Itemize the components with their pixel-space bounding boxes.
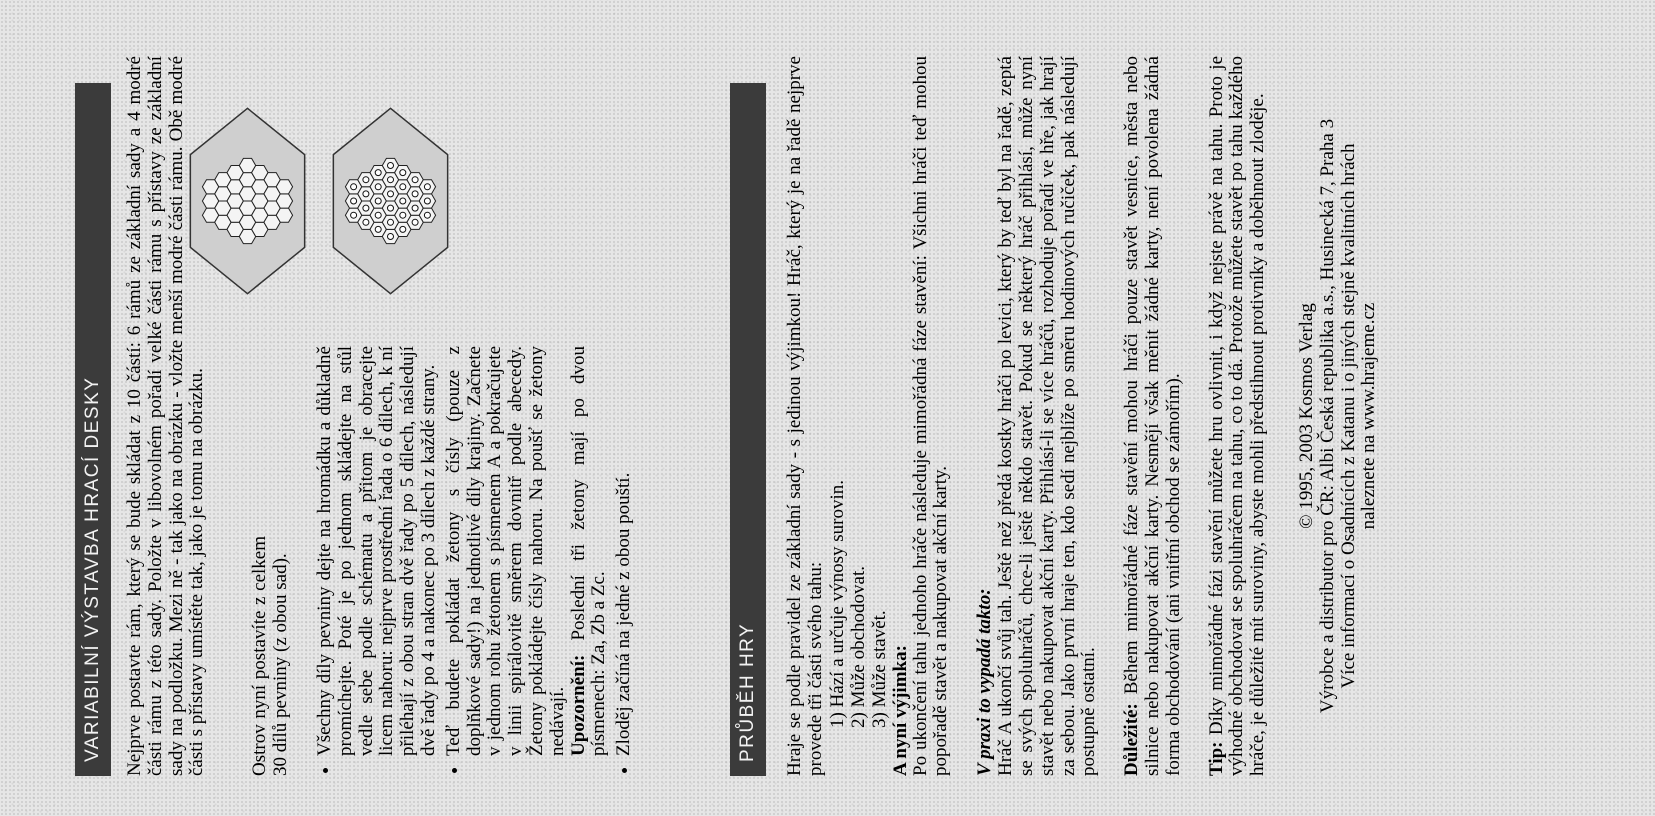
section-game-flow <box>730 56 766 776</box>
number-token <box>400 226 406 232</box>
copyright: © 1995, 2003 Kosmos Verlag <box>1295 303 1317 529</box>
number-token <box>400 198 406 204</box>
more-info-line-1: Více informací o Osadnících z Katanu i o jiných stejně kvalitních hrách <box>1337 143 1359 689</box>
section-variable-setup <box>75 56 111 776</box>
number-token <box>375 226 381 232</box>
bullet-tokens <box>444 346 610 756</box>
exception-title: A nyní výjimka: <box>889 645 911 776</box>
number-token <box>424 198 430 204</box>
number-token <box>388 163 394 169</box>
number-token <box>412 191 418 197</box>
important-text: Během mimořádné fáze stavění mohou hráči pouze stavět vesnice, města nebo silnice nebo nakupovat akční karty. Nesmějí však měnit žádné karty, není povolena žádná forma obchodování (ani vnitřní obchod se zámořím). <box>1121 55 1184 776</box>
number-token <box>351 184 357 190</box>
tip-paragraph <box>1207 56 1269 776</box>
number-token <box>363 177 369 183</box>
number-token <box>375 198 381 204</box>
number-token <box>388 205 394 211</box>
number-token <box>375 212 381 218</box>
publisher: Výrobce a distributor pro ČR: Albi Česká republika a.s., Husinecká 7, Praha 3 <box>1316 118 1338 714</box>
number-token <box>412 205 418 211</box>
step-1: 1) Hází a určuje výnosy surovin. <box>826 480 848 728</box>
variable-setup-heading-bar: VARIABILNÍ VÝSTAVBA HRACÍ DESKY <box>75 83 111 776</box>
board-frame-icon <box>180 56 315 346</box>
warning-label: Upozornění: <box>567 654 589 756</box>
bullet-robber: • Zloděj začíná na jedné z obou pouští. <box>614 346 635 756</box>
game-flow-heading: PRŮBĚH HRY <box>730 83 766 776</box>
number-token <box>351 212 357 218</box>
diagram-area <box>180 56 460 346</box>
number-token <box>375 184 381 190</box>
island-paragraph-wrap <box>250 536 292 776</box>
step-2: 2) Může obchodovat. <box>847 566 869 728</box>
intro-paragraph: Nejprve postavte rám, který se bude skládat z 10 částí: 6 rámů ze základní sady a 4 modré části rámu z této sady. Položte v libovolném pořadí velké části rámu s přístavy ze základní sady na podložku. Mezi ně - tak jako na obrázku - vložte menší modré části rámu. Obě modré části s přístavy umístěte tak, jako je tomu na obrázku. <box>124 56 208 776</box>
number-token <box>424 212 430 218</box>
number-token <box>424 184 430 190</box>
setup-bullets <box>315 346 639 776</box>
exception-text: Po ukončení tahu jednoho hráče následuje mimořádná fáze stavění: Všichni hráči teď mohou popořadě stavět a nakupovat akční karty. <box>909 56 952 776</box>
warning-text: Poslední tři žetony mají po dvou písmenech: Za, Zb a Zc. <box>567 346 610 756</box>
land-tile <box>276 194 292 208</box>
number-token <box>388 234 394 240</box>
number-token <box>363 219 369 225</box>
tip-text: Díky mimořádné fázi stavění můžete hru ovlivnit, i když nejste právě na tahu. Proto je výhodné obchodovat se spoluhráčem na tahu, co to dá. Protože můžete stavět po tahu každého hráče, je důležité mít suroviny, abyste mohli předstihnout protivníky a doběhnout zloděje. <box>1205 56 1269 776</box>
tip-label: Tip: <box>1205 741 1227 776</box>
number-token <box>412 219 418 225</box>
game-flow-intro: Hraje se podle pravidel ze základní sady - s jedinou výjimkou! Hráč, který je na řadě nejprve provede tři části svého tahu: <box>784 56 826 776</box>
practice-title: V praxi to vypadá takto: <box>974 588 996 776</box>
number-token <box>388 219 394 225</box>
game-flow-body <box>785 56 1380 776</box>
bullet-tokens-text: Teď budete pokládat žetony s čísly (pouze z doplňkové sady!) na jednotlivé díly krajiny. Začnete v jednom rohu žetonem s písmenem A a pokračujete v linii spirálovitě směrem dovnitř podle abecedy. Žetony pokládejte čísly nahoru. Na poušť se žetony nedávají. <box>442 346 568 756</box>
number-token <box>400 170 406 176</box>
number-token <box>363 191 369 197</box>
practice-text: Hráč A ukončí svůj tah. Ještě než předá kostky hráči po levici, který by teď byl na řadě, zeptá se svých spoluhráčů, chce-li ještě někdo stavět. Pokud se některý hráč přihlásí, může nyní stavět nebo nakupovat akční karty. Přihlásí-li se více hráčů, rozhoduje pořadí ve hře, jak hrají za sebou. Jako první hraje ten, kdo sedí nejblíže po směru hodinových ručiček, pak následují postupně ostatní. <box>995 56 1100 776</box>
spiral-tokens-icon <box>323 56 458 346</box>
land-tile <box>276 208 292 222</box>
step-3: 3) Může stavět. <box>868 610 890 728</box>
number-token <box>375 170 381 176</box>
number-token <box>351 198 357 204</box>
number-token <box>400 184 406 190</box>
land-tile <box>276 180 292 194</box>
important-paragraph <box>1122 56 1184 776</box>
bullet-shuffle: • Všechny díly pevniny dejte na hromádku a důkladně promíchejte. Poté je po jednom skládejte na stůl vedle sebe podle schématu a přitom je obracejte licem nahoru: nejprve prostřední řada o 6 dílech, k ní přiléhají z obou stran dvě řady po 5 dílech, následují dvě řady po 4 a nakonec po 3 dílech z každé strany. <box>315 346 440 756</box>
number-token <box>388 177 394 183</box>
more-info-line-2: naleznete na www.hrajeme.cz <box>1358 302 1380 530</box>
number-token <box>400 212 406 218</box>
number-token <box>412 177 418 183</box>
island-paragraph: Ostrov nyní postavíte z celkem 30 dílů pevniny (z obou sad). <box>249 536 291 776</box>
number-token <box>388 191 394 197</box>
number-token <box>363 205 369 211</box>
important-label: Důležité: <box>1121 703 1143 776</box>
